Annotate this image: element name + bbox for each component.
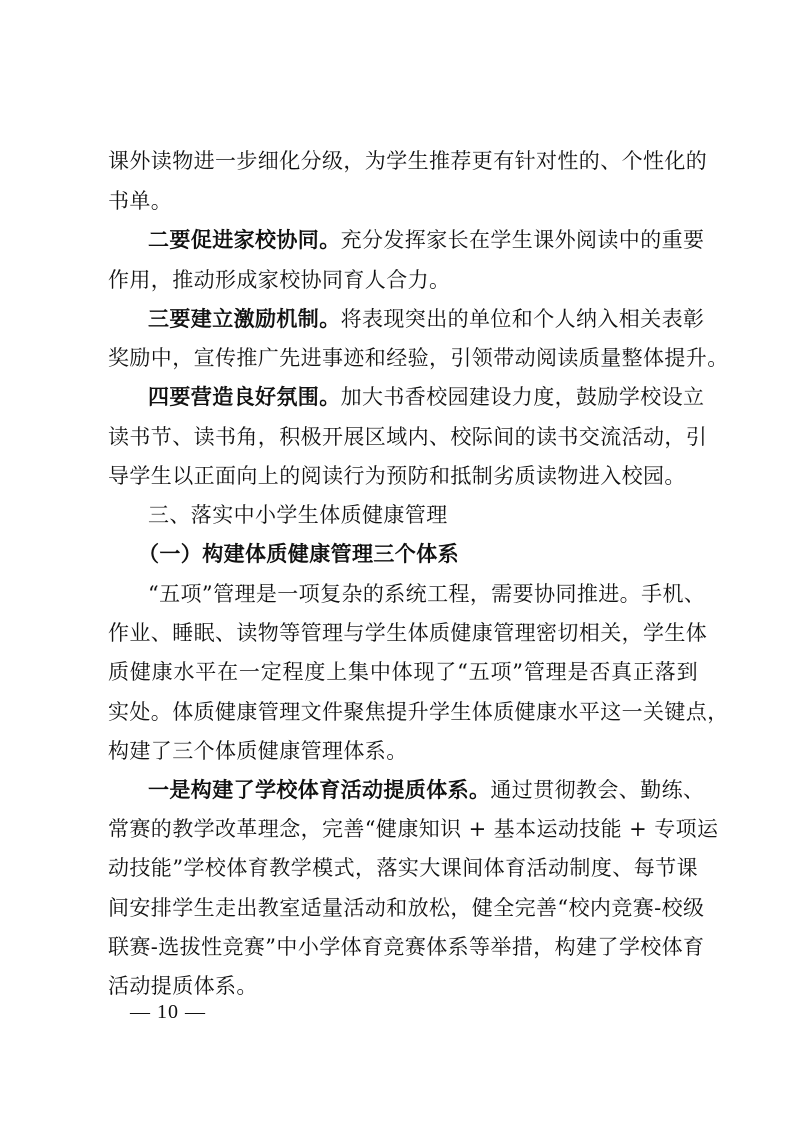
body-line: 奖励中，宣传推广先进事迹和经验，引领带动阅读质量整体提升。 [108,346,729,370]
body-line: 课外读物进一步细化分级，为学生推荐更有针对性的、个性化的 [108,149,708,173]
body-line: 导学生以正面向上的阅读行为预防和抵制劣质读物进入校园。 [108,464,686,488]
body-line: 质健康水平在一定程度上集中体现了“五项”管理是否真正落到 [108,660,698,684]
subsection-heading: （一）构建体质健康管理三个体系 [138,542,459,566]
paragraph-line: 四要营造良好氛围。加大书香校园建设力度，鼓励学校设立 [148,384,705,409]
body-line: 动技能”学校体育教学模式，落实大课间体育活动制度、每节课 [108,856,698,880]
body-line: 作用，推动形成家校协同育人合力。 [108,268,451,292]
body-line: 实处。体质健康管理文件聚焦提升学生体质健康水平这一关键点， [108,700,729,724]
paragraph-lead: 四要营造良好氛围。 [148,384,341,409]
paragraph-lead: 一是构建了学校体育活动提质体系。 [148,777,491,802]
paragraph-lead: 三要建立激励机制。 [148,306,341,331]
body-line: 联赛-选拔性竞赛”中小学体育竞赛体系等举措，构建了学校体育 [108,935,705,959]
body-line: 常赛的教学改革理念，完善“健康知识 + 基本运动技能 + 专项运 [108,817,719,841]
paragraph-line: 三要建立激励机制。将表现突出的单位和个人纳入相关表彰 [148,306,705,331]
body-line: 读书节、读书角，积极开展区域内、校际间的读书交流活动，引 [108,425,708,449]
paragraph-line: “五项”管理是一项复杂的系统工程，需要协同推进。手机、 [148,582,706,606]
body-line: 间安排学生走出教室适量活动和放松，健全完善“校内竞赛-校级 [108,896,705,920]
paragraph-line: 二要促进家校协同。充分发挥家长在学生课外阅读中的重要 [148,227,705,252]
section-heading: 三、落实中小学生体质健康管理 [148,503,448,527]
body-line: 构建了三个体质健康管理体系。 [108,739,408,763]
paragraph-line: 一是构建了学校体育活动提质体系。通过贯彻教会、勤练、 [148,777,705,802]
body-line: 书单。 [108,189,173,213]
page-number: — 10 — [130,1001,206,1023]
body-line: 活动提质体系。 [108,974,258,998]
paragraph-lead: 二要促进家校协同。 [148,227,341,252]
body-line: 作业、睡眠、读物等管理与学生体质健康管理密切相关，学生体 [108,621,708,645]
